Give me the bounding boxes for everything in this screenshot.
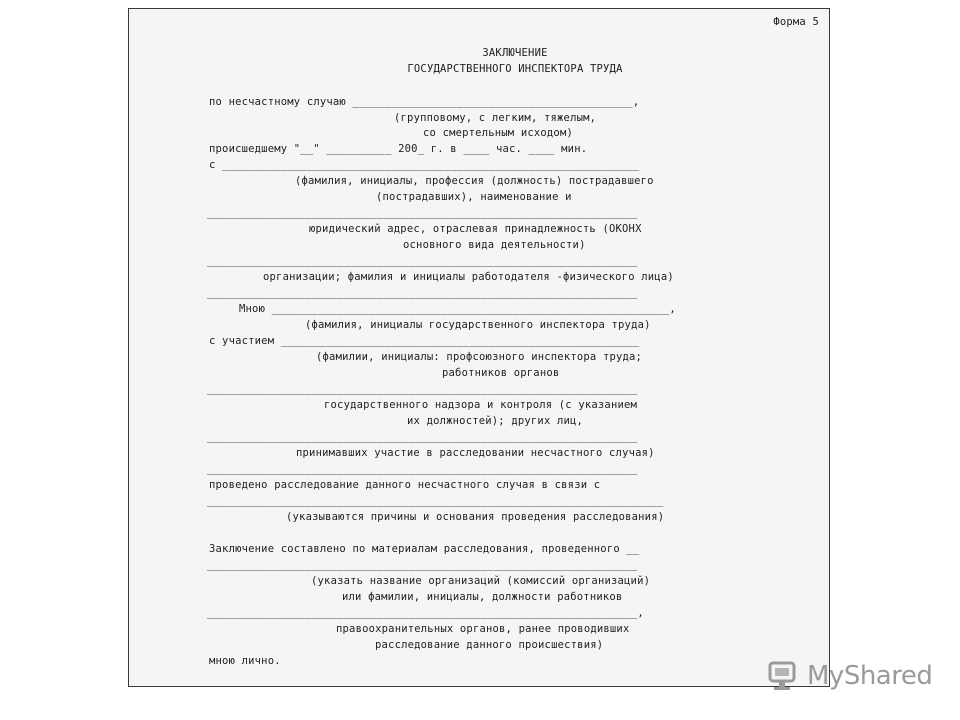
line-date: происшедшему "__" __________ 200_ г. в ____ час. ____ мин.: [209, 143, 588, 155]
blank-line: __________________________________________________________________: [207, 559, 638, 571]
blank-line: __________________________________________________________________,: [207, 607, 644, 619]
document-page: [128, 8, 830, 687]
hint-bodies: работников органов: [442, 367, 560, 379]
hint-reasons: (указываются причины и основания проведения расследования): [286, 511, 665, 523]
hint-group: (групповому, с легким, тяжелым,: [394, 112, 597, 124]
hint-inspector: (фамилия, инициалы государственного инспектора труда): [305, 319, 651, 331]
hint-address: юридический адрес, отраслевая принадлежность (ОКОНХ: [309, 223, 642, 235]
blank-line: ______________________________________________________________________: [207, 495, 664, 507]
hint-fatal: со смертельным исходом): [423, 127, 573, 139]
hint-activity: основного вида деятельности): [403, 239, 586, 251]
blank-line: __________________________________________________________________: [207, 255, 638, 267]
hint-union: (фамилии, инициалы: профсоюзного инспектора труда;: [316, 351, 643, 363]
line-conclusion: Заключение составлено по материалам расследования, проведенного __: [209, 543, 640, 555]
hint-positions: их должностей); других лиц,: [407, 415, 584, 427]
hint-employer: организации; фамилия и инициалы работодателя -физического лица): [263, 271, 674, 283]
blank-line: __________________________________________________________________: [207, 463, 638, 475]
hint-victim: (фамилия, инициалы, профессия (должность) пострадавшего: [295, 175, 654, 187]
line-accident: по несчастному случаю ___________________________________________,: [209, 96, 640, 108]
document-subtitle: ГОСУДАРСТВЕННОГО ИНСПЕКТОРА ТРУДА: [407, 63, 623, 75]
hint-supervision: государственного надзора и контроля (с указанием: [324, 399, 638, 411]
blank-line: __________________________________________________________________: [207, 383, 638, 395]
line-investigation: проведено расследование данного несчастного случая в связи с: [209, 479, 601, 491]
line-by-me: Мною _____________________________________________________________,: [239, 303, 676, 315]
form-number: Форма 5: [773, 16, 819, 28]
line-with: с ________________________________________________________________: [209, 159, 640, 171]
hint-victims: (пострадавших), наименование и: [376, 191, 572, 203]
myshared-logo-icon: [767, 660, 801, 692]
hint-organizations: (указать название организаций (комиссий организаций): [311, 575, 651, 587]
watermark-text: MyShared: [807, 661, 933, 691]
blank-line: __________________________________________________________________: [207, 431, 638, 443]
hint-participants: принимавших участие в расследовании несчастного случая): [296, 447, 655, 459]
myshared-watermark: [767, 656, 937, 696]
blank-line: __________________________________________________________________: [207, 287, 638, 299]
line-participation: с участием _______________________________________________________: [209, 335, 640, 347]
hint-law-enforcement: правоохранительных органов, ранее проводивших: [336, 623, 630, 635]
line-personally: мною лично.: [209, 655, 281, 667]
hint-workers: или фамилии, инициалы, должности работников: [342, 591, 623, 603]
hint-incident: расследование данного происшествия): [375, 639, 604, 651]
document-title: ЗАКЛЮЧЕНИЕ: [482, 47, 548, 59]
blank-line: __________________________________________________________________: [207, 207, 638, 219]
